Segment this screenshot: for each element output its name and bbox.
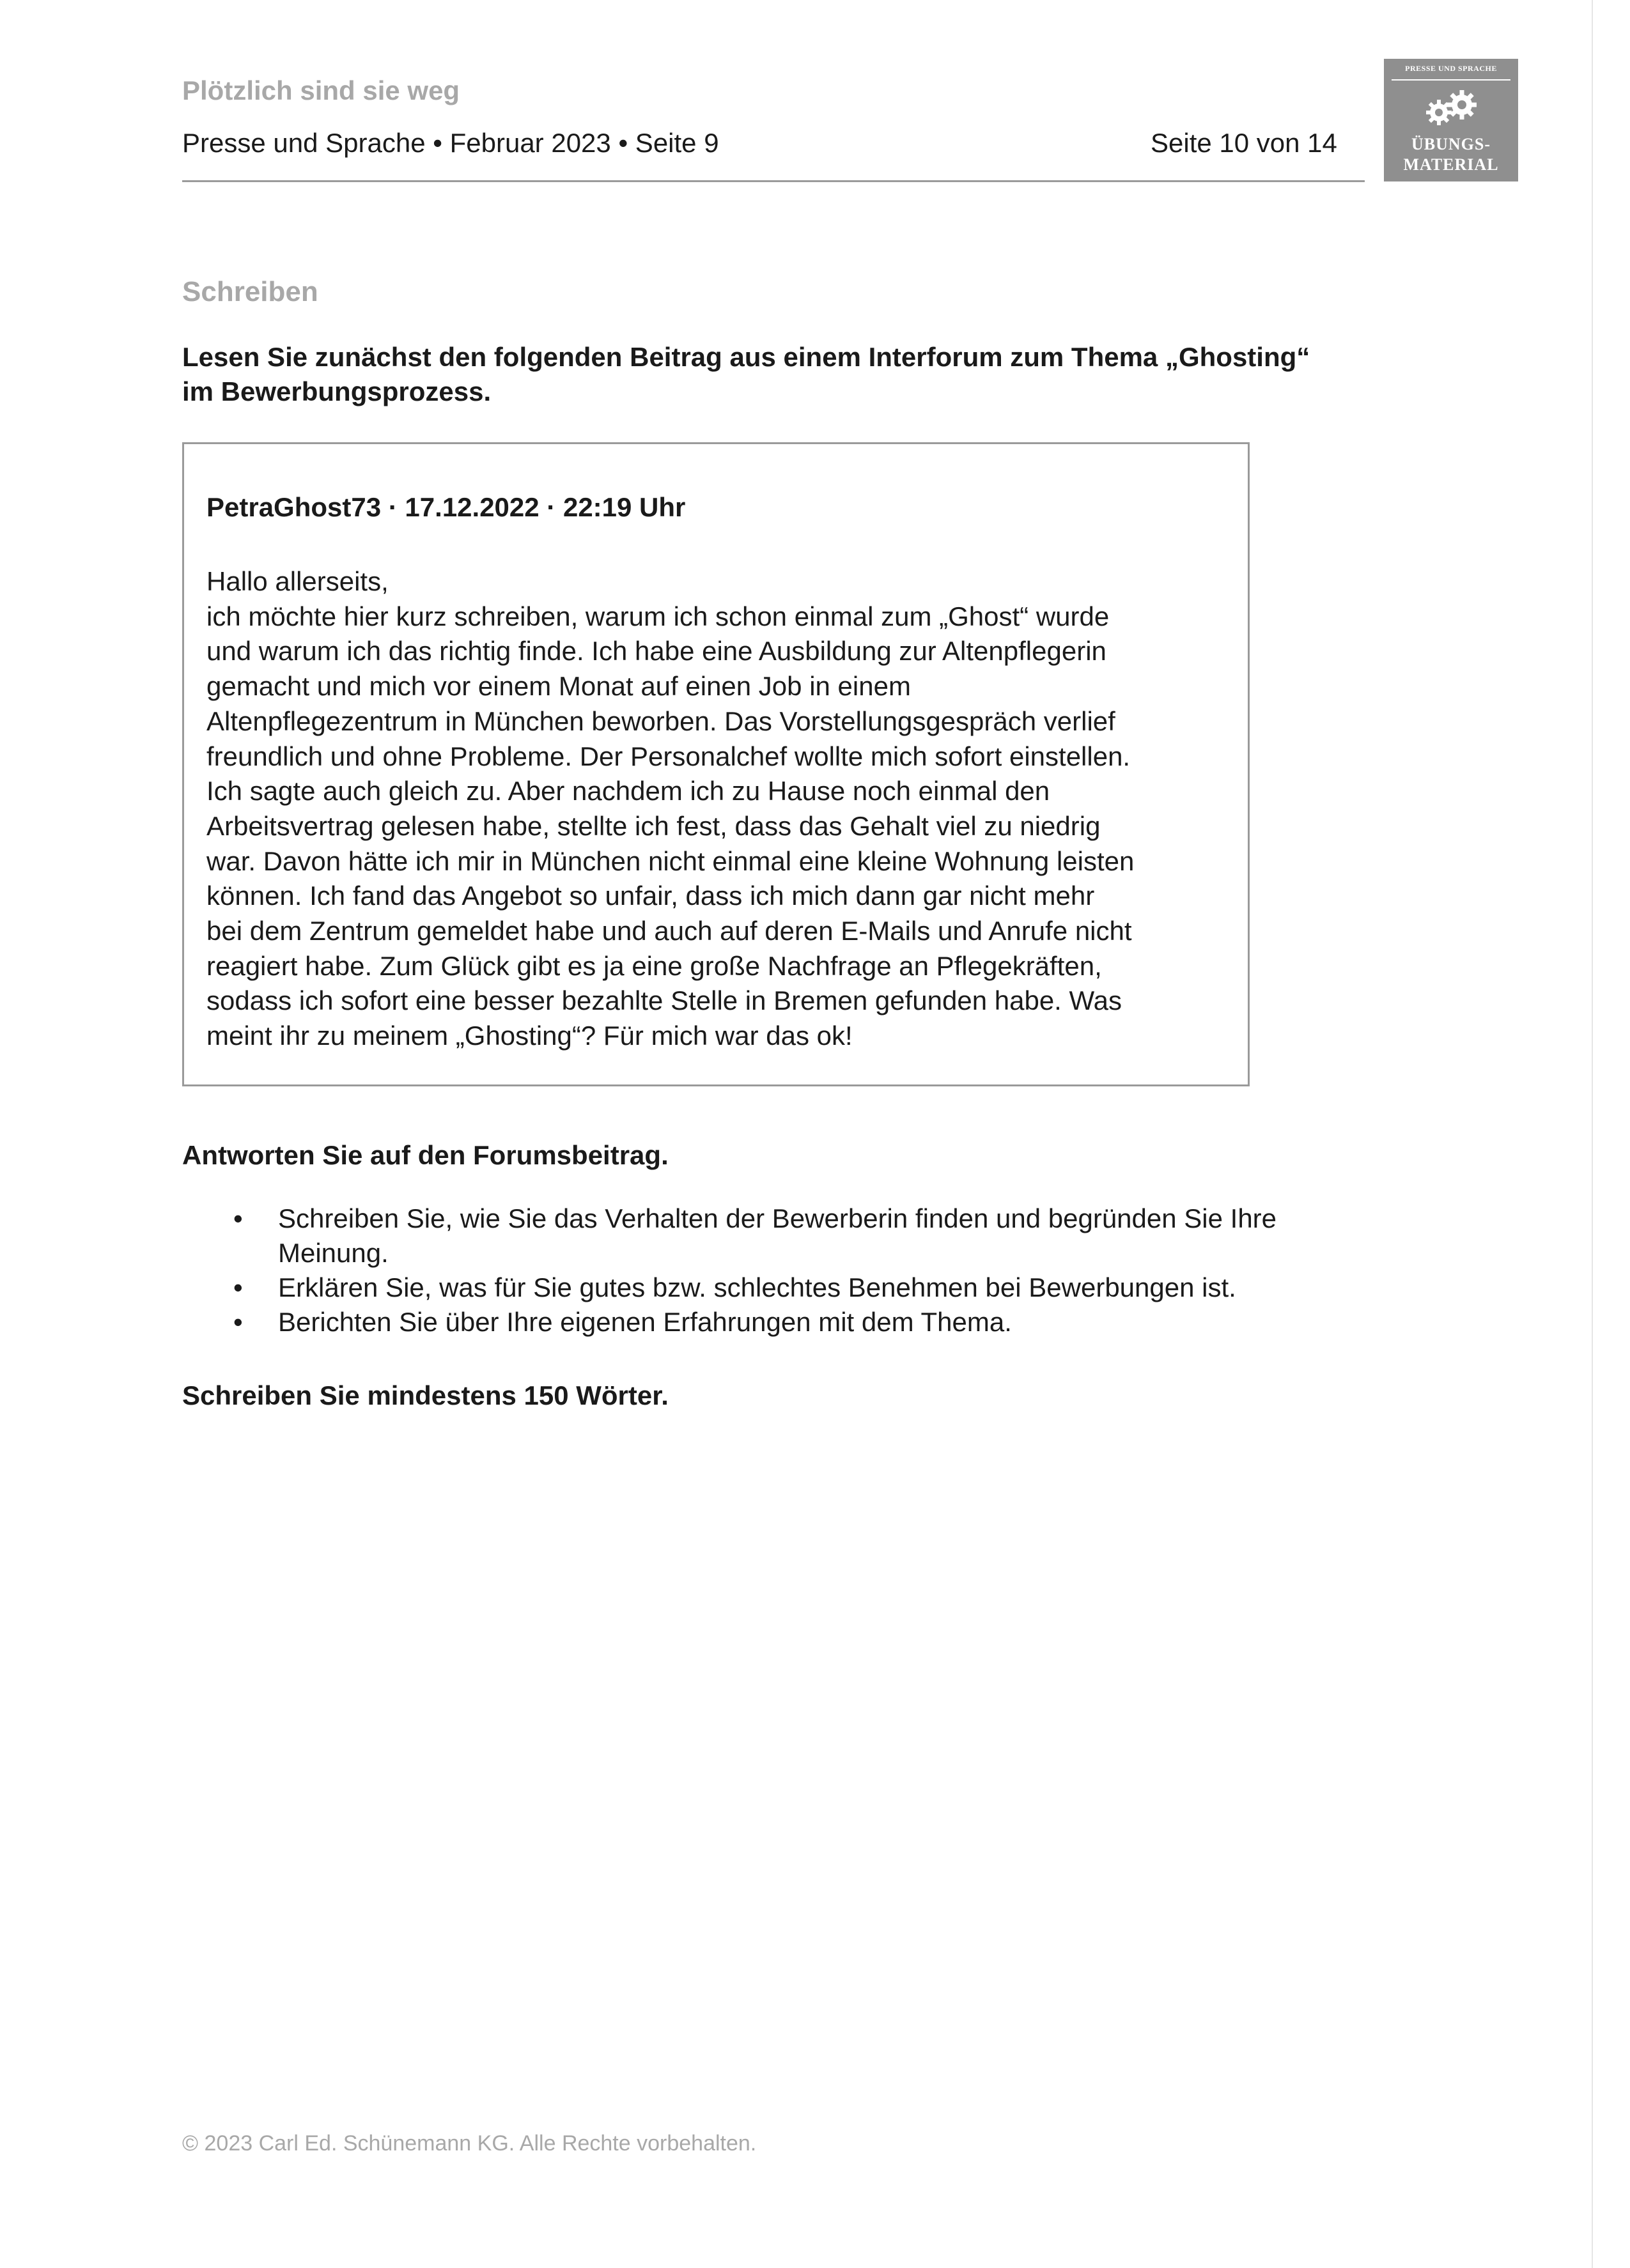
forum-post-box [182, 442, 1250, 1086]
reading-instruction [182, 340, 1461, 409]
post-line: Hallo allerseits, [206, 566, 389, 596]
post-line: meint ihr zu meinem „Ghosting“? Für mich war das ok! [206, 1021, 853, 1051]
page-count: Seite 10 von 14 [1151, 128, 1337, 158]
post-line: bei dem Zentrum gemeldet habe und auch auf deren E-Mails und Anrufe nicht [206, 916, 1132, 946]
task-item [182, 1270, 1397, 1305]
post-line: Altenpflegezentrum in München beworben. Das Vorstellungsgespräch verlief [206, 706, 1115, 736]
post-line: Arbeitsvertrag gelesen habe, stellte ich fest, dass das Gehalt viel zu niedrig [206, 810, 1101, 841]
task-title: Antworten Sie auf den Forumsbeitrag. [182, 1140, 669, 1170]
task-text: Meinung. [278, 1238, 389, 1268]
post-line: freundlich und ohne Probleme. Der Personalchef wollte mich sofort einstellen. [206, 741, 1131, 771]
logo-label-line1: ÜBUNGS- [1411, 135, 1491, 153]
task-list [182, 1201, 1397, 1339]
post-line: war. Davon hätte ich mir in München nicht einmal eine kleine Wohnung leisten [206, 845, 1135, 876]
logo-publisher-text: PRESSE UND SPRACHE [1405, 64, 1497, 73]
uebungsmaterial-logo [1384, 59, 1518, 181]
post-line: können. Ich fand das Angebot so unfair, dass ich mich dann gar nicht mehr [206, 881, 1095, 911]
logo-label [1384, 134, 1518, 175]
word-count-instruction: Schreiben Sie mindestens 150 Wörter. [182, 1380, 669, 1410]
series-title: Plötzlich sind sie weg [182, 75, 460, 105]
post-line: gemacht und mich vor einem Monat auf einen Job in einem [206, 671, 911, 702]
publication-info: Presse und Sprache • Februar 2023 • Seite 9 [182, 128, 719, 158]
instruction-line: im Bewerbungsprozess. [182, 376, 492, 406]
logo-label-line2: MATERIAL [1403, 155, 1499, 174]
logo-divider [1392, 79, 1510, 81]
task-item [182, 1201, 1397, 1270]
bullet-icon: • [233, 1272, 243, 1302]
post-line: sodass ich sofort eine besser bezahlte Stelle in Bremen gefunden habe. Was [206, 985, 1122, 1016]
task-item [182, 1305, 1397, 1339]
post-line: reagiert habe. Zum Glück gibt es ja eine große Nachfrage an Pflegekräften, [206, 950, 1102, 981]
bullet-icon: • [233, 1203, 243, 1233]
scan-edge [1592, 0, 1593, 2268]
task-text: Schreiben Sie, wie Sie das Verhalten der Bewerberin finden und begründen Sie Ihre [278, 1203, 1277, 1233]
post-line: ich möchte hier kurz schreiben, warum ich schon einmal zum „Ghost“ wurde [206, 601, 1110, 631]
post-author-date: PetraGhost73 · 17.12.2022 · 22:19 Uhr [206, 492, 686, 522]
section-title: Schreiben [182, 276, 318, 307]
post-line: Ich sagte auch gleich zu. Aber nachdem ich zu Hause noch einmal den [206, 776, 1050, 806]
gears-icon [1422, 86, 1480, 130]
copyright-notice: © 2023 Carl Ed. Schünemann KG. Alle Rechte vorbehalten. [182, 2131, 757, 2156]
task-text: Erklären Sie, was für Sie gutes bzw. schlechtes Benehmen bei Bewerbungen ist. [278, 1272, 1236, 1302]
post-body [206, 564, 1242, 1054]
post-line: und warum ich das richtig finde. Ich habe eine Ausbildung zur Altenpflegerin [206, 636, 1106, 667]
instruction-line: Lesen Sie zunächst den folgenden Beitrag aus einem Interforum zum Thema „Ghosting“ [182, 342, 1310, 372]
task-text: Berichten Sie über Ihre eigenen Erfahrungen mit dem Thema. [278, 1307, 1012, 1337]
header-divider [182, 180, 1365, 182]
bullet-icon: • [233, 1307, 243, 1337]
